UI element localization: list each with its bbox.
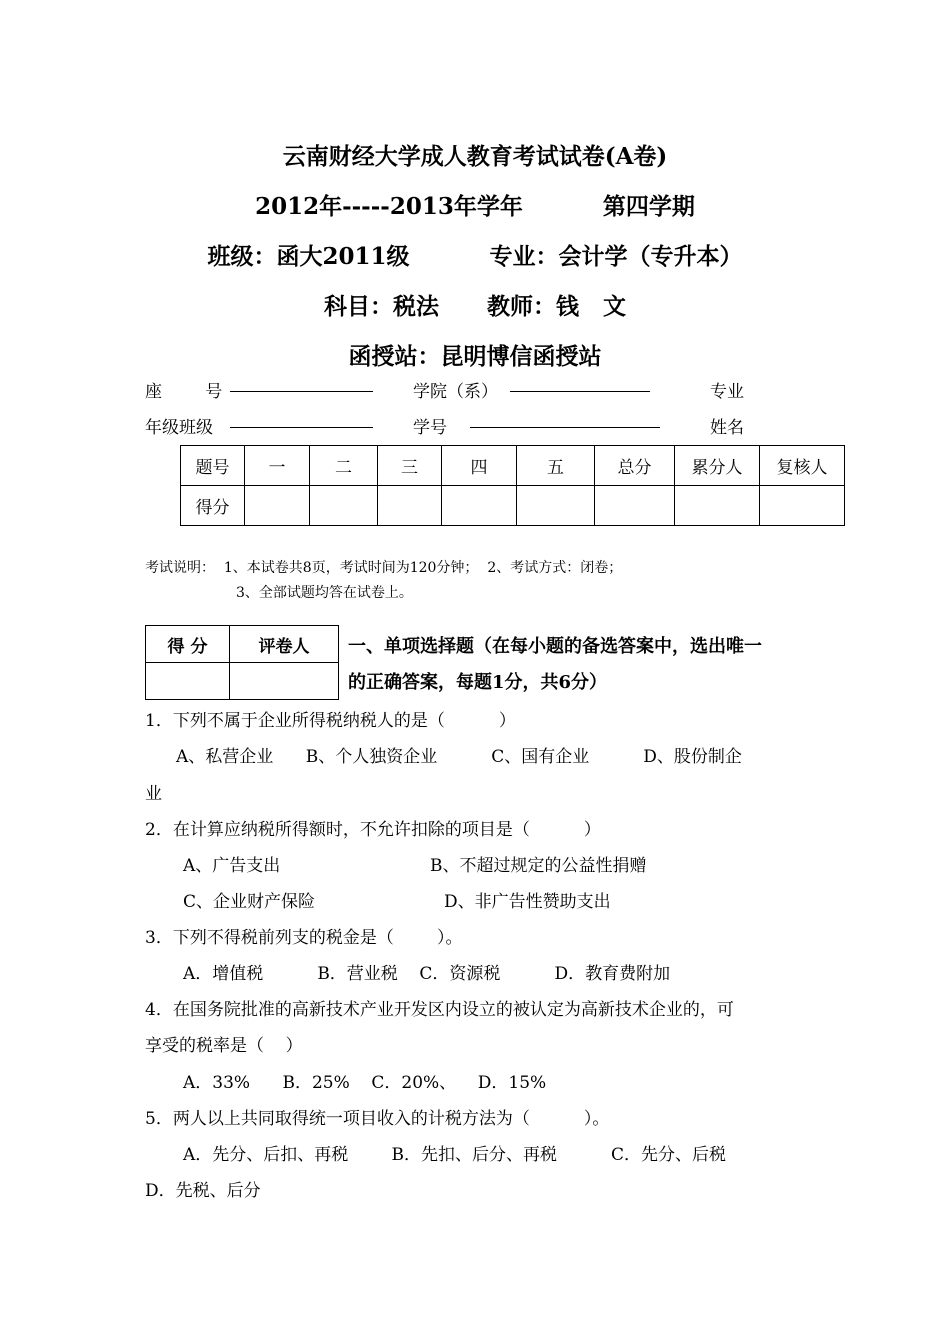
score-row-label: 得分 (181, 486, 245, 526)
study-center: 函授站：昆明博信函授站 (348, 343, 602, 370)
student-no-field[interactable] (470, 413, 660, 433)
major-label: 专业 (710, 382, 744, 402)
grader-table (145, 625, 339, 700)
grader-name-cell[interactable] (230, 663, 339, 700)
score-cell[interactable] (760, 486, 845, 526)
score-header-cell: 一 (245, 446, 310, 486)
score-header-cell: 二 (310, 446, 378, 486)
exam-notes-line1: 考试说明： 1、本试卷共8页，考试时间为120分钟； 2、考试方式：闭卷； (145, 560, 623, 576)
exam-title: 云南财经大学成人教育考试试卷(A卷) (282, 143, 668, 170)
student-no-label: 学号 (413, 418, 447, 438)
score-header-cell: 累分人 (675, 446, 760, 486)
score-cell[interactable] (378, 486, 442, 526)
score-cell[interactable] (675, 486, 760, 526)
question-1: 1．下列不属于企业所得税纳税人的是（ ） (145, 711, 516, 731)
score-cell[interactable] (517, 486, 595, 526)
question-3: 3．下列不得税前列支的税金是（ ）。 (145, 928, 463, 948)
question-4-line1: 4．在国务院批准的高新技术产业开发区内设立的被认定为高新技术企业的，可 (145, 1000, 734, 1020)
question-1-options-cont: 业 (145, 784, 162, 804)
question-4-options: A．33% B．25% C．20%、 D．15% (183, 1073, 547, 1093)
subject-teacher: 科目：税法 教师：钱 文 (323, 293, 627, 320)
grader-score-label: 得 分 (146, 626, 230, 663)
score-cell[interactable] (595, 486, 675, 526)
score-table-header-row (181, 446, 845, 486)
grader-name-label: 评卷人 (230, 626, 339, 663)
score-header-cell: 总分 (595, 446, 675, 486)
question-2-option-c: C、企业财产保险 (183, 892, 316, 912)
name-label: 姓名 (710, 418, 744, 438)
grader-score-cell[interactable] (146, 663, 230, 700)
question-2-option-a: A、广告支出 (183, 856, 281, 876)
score-header-cell: 四 (442, 446, 517, 486)
question-5-options-cont: D．先税、后分 (145, 1181, 261, 1201)
score-header-cell: 三 (378, 446, 442, 486)
question-5: 5．两人以上共同取得统一项目收入的计税方法为（ ）。 (145, 1109, 610, 1129)
score-table-score-row (181, 486, 845, 526)
question-2-option-b: B、不超过规定的公益性捐赠 (430, 856, 647, 876)
score-header-cell: 复核人 (760, 446, 845, 486)
section1-title-line1: 一、单项选择题（在每小题的备选答案中，选出唯一 (348, 636, 762, 657)
question-2-option-d: D、非广告性赞助支出 (444, 892, 611, 912)
grade-class-field[interactable] (230, 413, 373, 433)
question-3-options: A．增值税 B．营业税 C．资源税 D．教育费附加 (183, 964, 671, 984)
score-table (180, 445, 845, 526)
grader-input-row (146, 663, 339, 700)
seat-label: 座 号 (145, 382, 223, 402)
academic-year: 2012年-----2013年学年 第四学期 (255, 193, 695, 220)
score-cell[interactable] (310, 486, 378, 526)
college-field[interactable] (510, 377, 650, 397)
question-4-line2: 享受的税率是（ ） (145, 1036, 303, 1056)
seat-field[interactable] (230, 377, 373, 397)
question-1-options: A、私营企业 B、个人独资企业 C、国有企业 D、股份制企 (176, 747, 742, 767)
class-major: 班级：函大2011级 专业：会计学（专升本） (207, 243, 743, 270)
grade-class-label: 年级班级 (145, 418, 213, 438)
score-header-cell: 五 (517, 446, 595, 486)
section1-title-line2: 的正确答案，每题1分，共6分） (348, 672, 608, 693)
score-cell[interactable] (245, 486, 310, 526)
college-label: 学院（系） (413, 382, 498, 402)
grader-header-row (146, 626, 339, 663)
question-2: 2．在计算应纳税所得额时，不允许扣除的项目是（ ） (145, 820, 601, 840)
score-header-cell: 题号 (181, 446, 245, 486)
question-5-options: A．先分、后扣、再税 B．先扣、后分、再税 C．先分、后税 (183, 1145, 727, 1165)
exam-notes-line2: 3、全部试题均答在试卷上。 (236, 585, 413, 601)
score-cell[interactable] (442, 486, 517, 526)
